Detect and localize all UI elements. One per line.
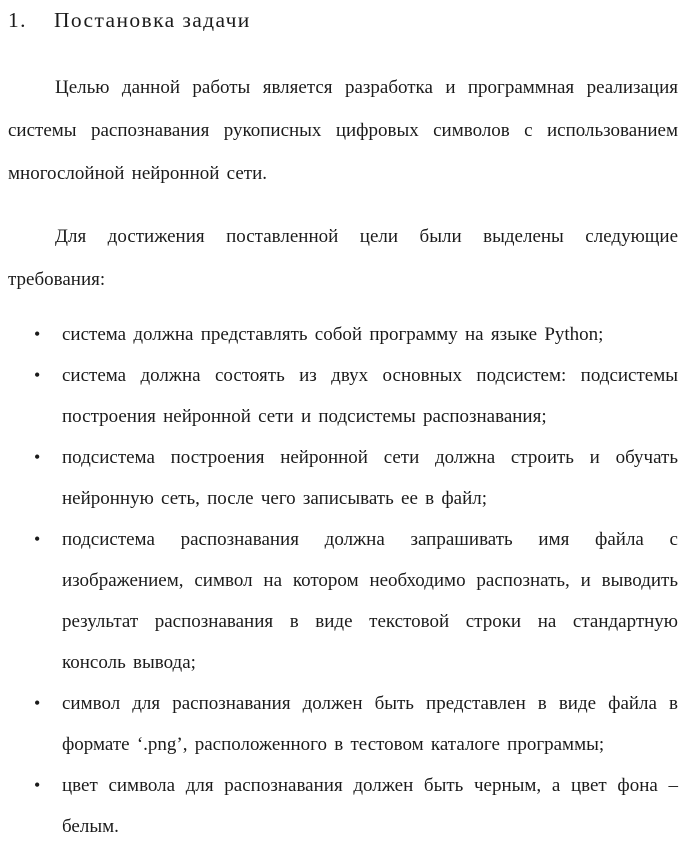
bullet-icon: • — [34, 324, 41, 344]
list-item — [8, 314, 678, 355]
section-heading — [8, 6, 678, 33]
bullet-icon: • — [34, 365, 41, 385]
bullet-icon: • — [34, 775, 41, 795]
requirements-list — [8, 314, 678, 844]
bullet-icon: • — [34, 529, 41, 549]
list-item — [8, 519, 678, 683]
list-item — [8, 437, 678, 519]
list-item-text: система должна представлять собой программу на языке Python; — [62, 324, 604, 345]
paragraph-goal: Целью данной работы является разработка и программная реализация системы распознавания рукописных цифровых символов с использованием многослойной нейронной сети. — [8, 77, 678, 184]
bullet-icon: • — [34, 447, 41, 467]
list-item — [8, 683, 678, 765]
section-number: 1. — [8, 8, 27, 32]
list-item-text: система должна состоять из двух основных подсистем: подсистемы построения нейронной сети и подсистемы распознавания; — [62, 365, 678, 427]
paragraph-requirements-intro: Для достижения поставленной цели были выделены следующие требования: — [8, 226, 678, 290]
list-item-text: подсистема распознавания должна запрашивать имя файла с изображением, символ на котором необходимо распознать, и выводить результат распознавания в виде текстовой строки на стандартную консоль вывода; — [62, 529, 678, 673]
bullet-icon: • — [34, 693, 41, 713]
list-item — [8, 355, 678, 437]
list-item-text: символ для распознавания должен быть представлен в виде файла в формате ‘.png’, расположенного в тестовом каталоге программы; — [62, 693, 678, 755]
list-item — [8, 765, 678, 844]
list-item-text: цвет символа для распознавания должен быть черным, а цвет фона – белым. — [62, 775, 678, 837]
list-item-text: подсистема построения нейронной сети должна строить и обучать нейронную сеть, после чего записывать ее в файл; — [62, 447, 678, 509]
section-title: Постановка задачи — [53, 8, 251, 32]
